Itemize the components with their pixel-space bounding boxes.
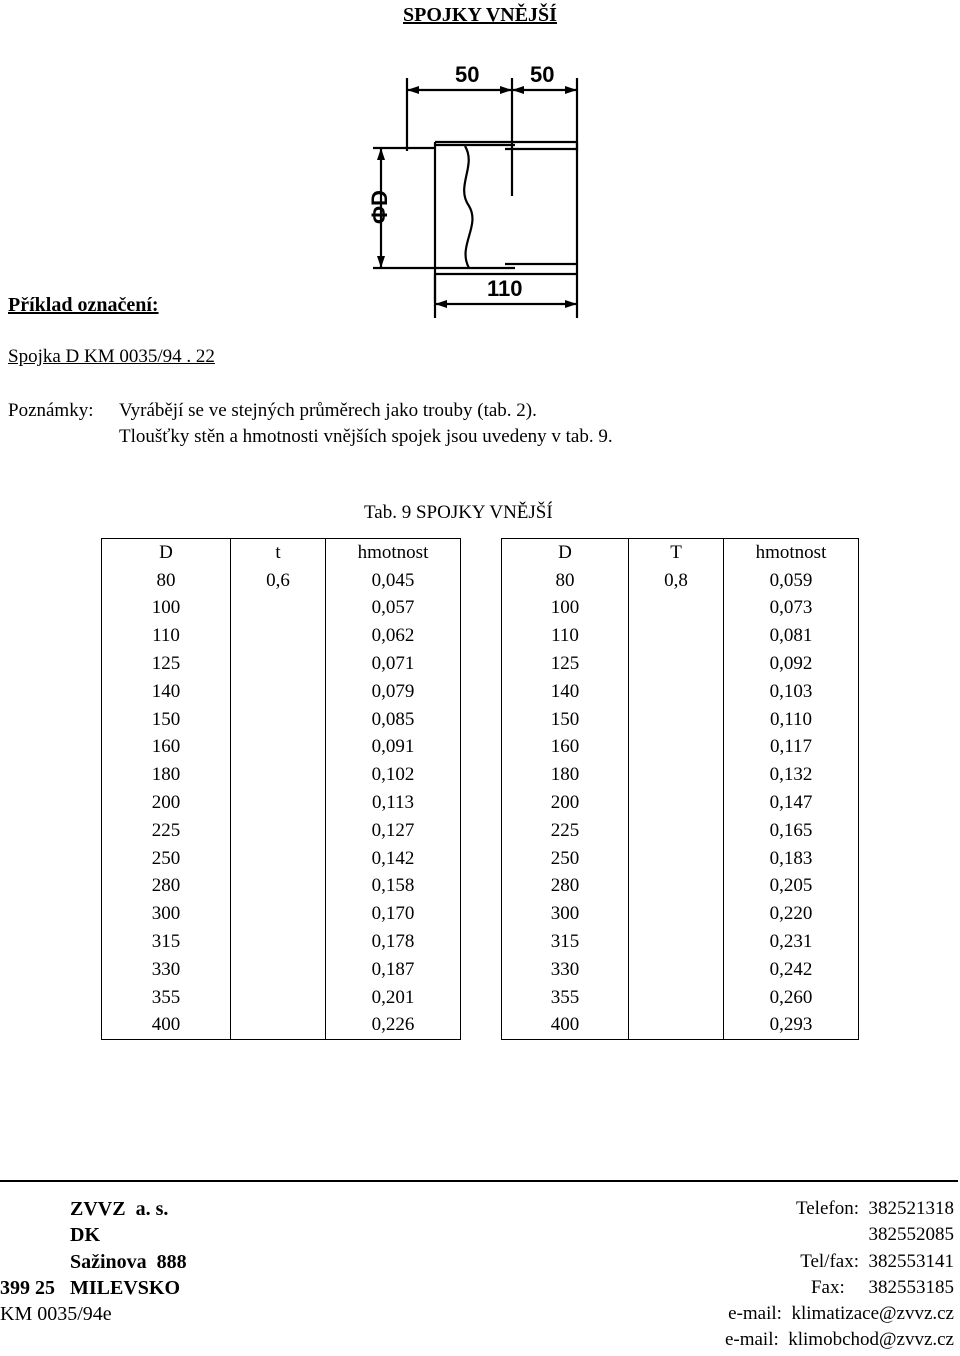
table-cell: 180	[502, 761, 629, 789]
footer-city: 399 25 MILEVSKO	[0, 1276, 181, 1299]
table-cell	[231, 706, 326, 734]
table-cell	[231, 984, 326, 1012]
table-cell: 0,158	[326, 873, 461, 901]
table-cell: 355	[102, 984, 231, 1012]
table-cell: 355	[502, 984, 629, 1012]
table-cell: 250	[502, 845, 629, 873]
table-cell: 315	[502, 928, 629, 956]
table-cell	[231, 761, 326, 789]
table-cell: 0,071	[326, 650, 461, 678]
table-cell: 125	[502, 650, 629, 678]
table-cell	[629, 595, 724, 623]
table-cell: 330	[502, 956, 629, 984]
table-cell: 0,231	[724, 928, 859, 956]
table-row	[102, 984, 461, 1012]
table-row	[102, 595, 461, 623]
table-cell: 0,091	[326, 734, 461, 762]
table-cell	[629, 984, 724, 1012]
table-cell	[629, 706, 724, 734]
table-cell: 0,205	[724, 873, 859, 901]
table-cell	[629, 956, 724, 984]
table-cell: 0,147	[724, 789, 859, 817]
table-caption: Tab. 9 SPOJKY VNĚJŠÍ	[364, 502, 553, 523]
table-cell	[231, 650, 326, 678]
table-cell: 0,102	[326, 761, 461, 789]
dim-label-left: 50	[455, 62, 480, 87]
table-row	[502, 622, 859, 650]
table-cell: 200	[502, 789, 629, 817]
footer-phone: Telefon: 382521318	[795, 1198, 954, 1219]
table-cell: 0,6	[231, 567, 326, 595]
table-cell: 160	[102, 734, 231, 762]
footer-street: Sažinova 888	[0, 1250, 187, 1273]
table-cell: 250	[102, 845, 231, 873]
table-cell: 80	[502, 567, 629, 595]
table-cell: 0,113	[326, 789, 461, 817]
table-cell: 0,226	[326, 1012, 461, 1040]
dim-label-right: 50	[530, 62, 555, 87]
table-cell: 100	[502, 595, 629, 623]
table-row	[102, 761, 461, 789]
table-cell: 0,242	[724, 956, 859, 984]
footer-address	[0, 1196, 187, 1327]
notes-label: Poznámky:	[8, 400, 94, 421]
table-row	[102, 900, 461, 928]
table-header-cell: T	[629, 539, 724, 567]
table-cell: 0,132	[724, 761, 859, 789]
table-cell: 0,073	[724, 595, 859, 623]
table-cell: 280	[502, 873, 629, 901]
notes-line2: Tloušťky stěn a hmotnosti vnějších spojek jsou uvedeny v tab. 9.	[119, 426, 613, 447]
table-row	[102, 845, 461, 873]
table-row	[102, 650, 461, 678]
table-row	[502, 567, 859, 595]
table-cell	[629, 650, 724, 678]
table-row	[502, 845, 859, 873]
table-cell: 160	[502, 734, 629, 762]
table-cell: 0,170	[326, 900, 461, 928]
table-row	[102, 817, 461, 845]
table-cell: 0,183	[724, 845, 859, 873]
table-cell: 0,178	[326, 928, 461, 956]
table-cell: 0,079	[326, 678, 461, 706]
table-row	[102, 789, 461, 817]
footer-email-2: e-mail: klimobchod@zvvz.cz	[724, 1329, 954, 1351]
table-cell: 400	[502, 1012, 629, 1040]
table-cell	[231, 1012, 326, 1040]
table-header-cell: D	[102, 539, 231, 567]
table-cell: 330	[102, 956, 231, 984]
table-row	[102, 678, 461, 706]
table-cell: 0,117	[724, 734, 859, 762]
table-row	[502, 1012, 859, 1040]
table-cell: 0,187	[326, 956, 461, 984]
table-cell	[629, 900, 724, 928]
table-cell	[629, 734, 724, 762]
table-cell: 0,165	[724, 817, 859, 845]
table-cell: 110	[102, 622, 231, 650]
table-cell: 0,059	[724, 567, 859, 595]
table-row	[102, 928, 461, 956]
table-cell	[629, 928, 724, 956]
table-row	[502, 678, 859, 706]
notes-line1: Vyrábějí se ve stejných průměrech jako trouby (tab. 2).	[119, 400, 537, 421]
table-cell: 100	[102, 595, 231, 623]
table-cell: 180	[102, 761, 231, 789]
footer-doc-code: KM 0035/94e	[0, 1303, 112, 1326]
page-title: SPOJKY VNĚJŠÍ	[403, 4, 557, 26]
table-row	[502, 761, 859, 789]
table-row	[502, 789, 859, 817]
table-cell	[629, 873, 724, 901]
table-cell: 125	[102, 650, 231, 678]
table-cell: 300	[102, 900, 231, 928]
table-row	[502, 706, 859, 734]
table-cell	[231, 956, 326, 984]
table-row	[502, 984, 859, 1012]
table-row	[502, 734, 859, 762]
table-header-cell: t	[231, 539, 326, 567]
table-cell: 0,057	[326, 595, 461, 623]
table-cell	[629, 1012, 724, 1040]
table-cell: 0,062	[326, 622, 461, 650]
table-header-cell: hmotnost	[326, 539, 461, 567]
table-row	[502, 595, 859, 623]
table-row	[502, 928, 859, 956]
table-cell	[629, 789, 724, 817]
table-cell: 0,142	[326, 845, 461, 873]
footer-company: ZVVZ a. s.	[0, 1198, 169, 1220]
table-cell	[231, 678, 326, 706]
table-cell: 80	[102, 567, 231, 595]
table-cell	[629, 678, 724, 706]
table-cell: 0,085	[326, 706, 461, 734]
table-row	[102, 734, 461, 762]
table-cell: 300	[502, 900, 629, 928]
table-row	[502, 900, 859, 928]
table-cell	[231, 928, 326, 956]
table-cell: 0,110	[724, 706, 859, 734]
table-cell: 150	[102, 706, 231, 734]
footer-division: DK	[0, 1224, 100, 1247]
table-cell: 225	[502, 817, 629, 845]
table-cell	[629, 845, 724, 873]
table-cell: 280	[102, 873, 231, 901]
example-designation: Spojka D KM 0035/94 . 22	[8, 346, 215, 367]
table-cell: 0,127	[326, 817, 461, 845]
table-cell	[231, 817, 326, 845]
table-cell: 200	[102, 789, 231, 817]
table-cell: 0,260	[724, 984, 859, 1012]
table-cell	[231, 873, 326, 901]
table-header-cell: hmotnost	[724, 539, 859, 567]
table-row	[502, 650, 859, 678]
example-heading: Příklad označení:	[8, 294, 159, 316]
table-cell: 140	[502, 678, 629, 706]
table-cell	[231, 595, 326, 623]
table-cell: 400	[102, 1012, 231, 1040]
footer-telfax: Tel/fax: 382553141	[800, 1250, 954, 1272]
footer-fax: Fax: 382553185	[810, 1276, 954, 1298]
table-header-row	[502, 539, 859, 567]
table-thick-wall	[501, 538, 859, 1040]
table-row	[502, 956, 859, 984]
table-cell: 0,201	[326, 984, 461, 1012]
footer-email-1: e-mail: klimatizace@zvvz.cz	[728, 1303, 954, 1325]
table-cell: 315	[102, 928, 231, 956]
table-cell: 0,220	[724, 900, 859, 928]
table-cell	[629, 622, 724, 650]
table-row	[502, 817, 859, 845]
table-row	[102, 567, 461, 595]
table-cell: 0,092	[724, 650, 859, 678]
table-cell	[629, 817, 724, 845]
table-cell	[629, 761, 724, 789]
footer-contacts	[725, 1196, 954, 1354]
notes	[8, 398, 908, 450]
footer-phone-2: 382552085	[868, 1224, 954, 1246]
table-cell: 140	[102, 678, 231, 706]
dim-label-diameter: ΦD	[367, 190, 392, 224]
table-cell: 225	[102, 817, 231, 845]
table-cell: 0,045	[326, 567, 461, 595]
table-cell	[231, 734, 326, 762]
table-thin-wall	[101, 538, 461, 1040]
footer-divider	[0, 1180, 958, 1182]
table-header-row	[102, 539, 461, 567]
table-cell	[231, 622, 326, 650]
table-row	[502, 873, 859, 901]
table-cell	[231, 789, 326, 817]
table-cell: 0,103	[724, 678, 859, 706]
table-cell: 150	[502, 706, 629, 734]
table-cell: 110	[502, 622, 629, 650]
table-cell: 0,8	[629, 567, 724, 595]
table-row	[102, 873, 461, 901]
table-header-cell: D	[502, 539, 629, 567]
table-row	[102, 706, 461, 734]
table-cell: 0,293	[724, 1012, 859, 1040]
coupling-drawing	[355, 56, 605, 318]
table-row	[102, 1012, 461, 1040]
table-row	[102, 622, 461, 650]
table-cell	[231, 900, 326, 928]
dim-label-total: 110	[487, 276, 523, 301]
table-cell	[231, 845, 326, 873]
table-cell: 0,081	[724, 622, 859, 650]
table-row	[102, 956, 461, 984]
